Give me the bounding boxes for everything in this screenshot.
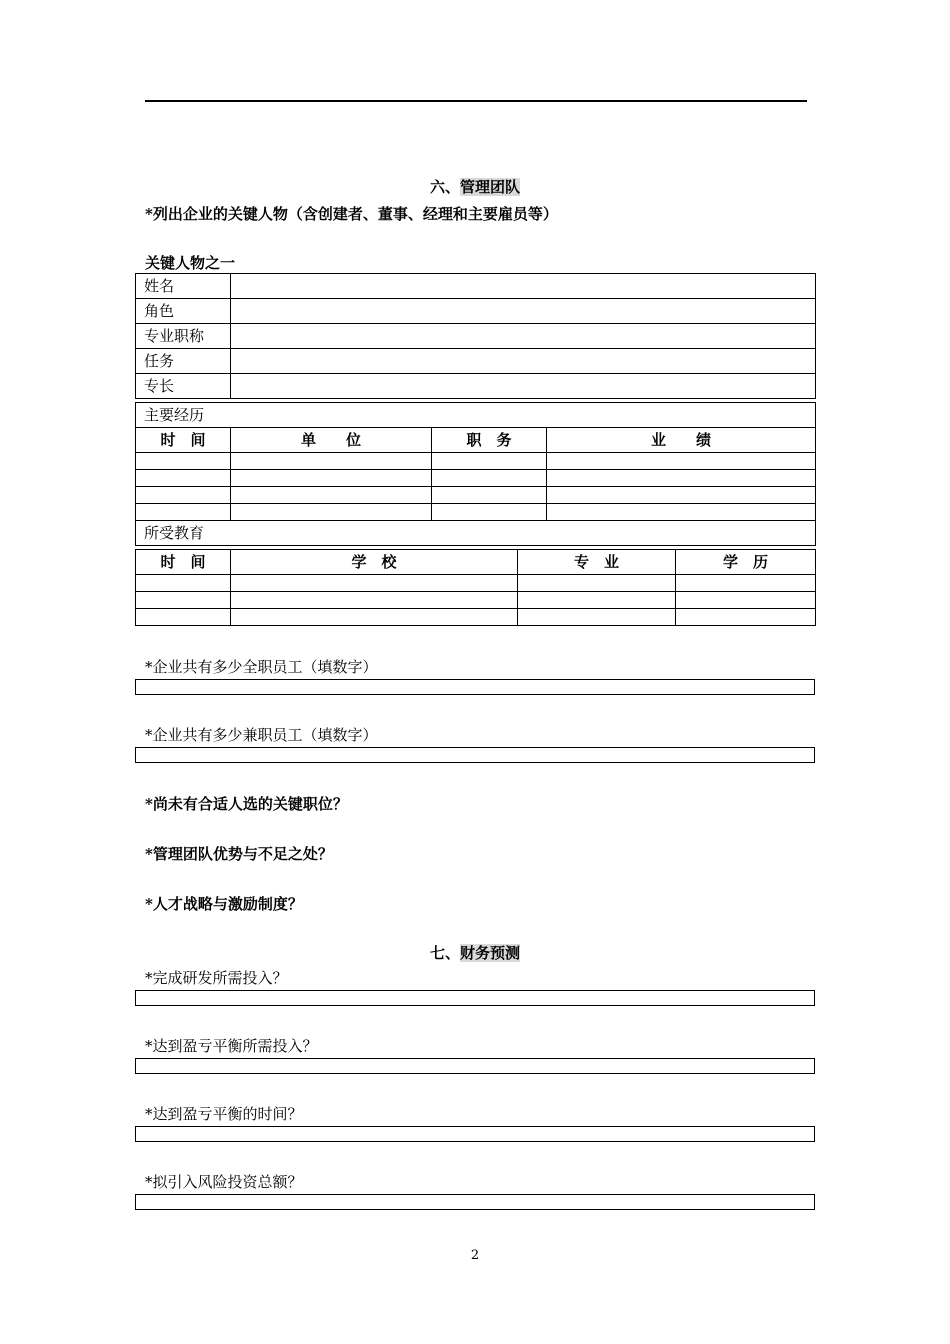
breakeven-investment-question: *达到盈亏平衡所需投入？ xyxy=(145,1037,318,1055)
fulltime-question: *企业共有多少全职员工（填数字） xyxy=(145,658,378,676)
edu-header-time: 时 间 xyxy=(136,550,231,575)
field-label-task: 任务 xyxy=(136,349,231,374)
team-strengths-question: *管理团队优势与不足之处？ xyxy=(145,845,333,863)
table-row xyxy=(136,592,816,609)
edu-header-major: 专 业 xyxy=(518,550,676,575)
section-6-heading: 六、管理团队 xyxy=(429,178,521,196)
field-input-title[interactable] xyxy=(231,324,816,349)
parttime-question: *企业共有多少兼职员工（填数字） xyxy=(145,726,378,744)
exp-header-position: 职 务 xyxy=(432,428,547,453)
breakeven-time-question: *达到盈亏平衡的时间？ xyxy=(145,1105,303,1123)
field-input-specialty[interactable] xyxy=(231,374,816,399)
table-row xyxy=(136,609,816,626)
key-person-basic-table xyxy=(135,273,816,399)
header-rule xyxy=(145,100,807,102)
edu-header-degree: 学 历 xyxy=(676,550,816,575)
talent-strategy-question: *人才战略与激励制度？ xyxy=(145,895,303,913)
section-6-title: 管理团队 xyxy=(460,178,521,196)
fulltime-answer-box[interactable] xyxy=(135,679,815,695)
page-number: 2 xyxy=(470,1248,480,1263)
education-label: 所受教育 xyxy=(136,521,816,546)
section-7-title: 财务预测 xyxy=(460,944,521,962)
field-input-name[interactable] xyxy=(231,274,816,299)
rd-investment-answer-box[interactable] xyxy=(135,990,815,1006)
edu-header-school: 学 校 xyxy=(231,550,518,575)
vc-amount-answer-box[interactable] xyxy=(135,1194,815,1210)
education-table xyxy=(135,549,816,626)
table-row xyxy=(136,487,816,504)
field-input-task[interactable] xyxy=(231,349,816,374)
exp-header-unit: 单 位 xyxy=(231,428,432,453)
vc-amount-question: *拟引入风险投资总额？ xyxy=(145,1173,303,1191)
field-input-role[interactable] xyxy=(231,299,816,324)
table-row xyxy=(136,575,816,592)
key-person-title: 关键人物之一 xyxy=(145,254,236,272)
breakeven-time-answer-box[interactable] xyxy=(135,1126,815,1142)
field-label-specialty: 专长 xyxy=(136,374,231,399)
table-row xyxy=(136,453,816,470)
exp-header-time: 时 间 xyxy=(136,428,231,453)
field-label-role: 角色 xyxy=(136,299,231,324)
field-label-name: 姓名 xyxy=(136,274,231,299)
table-row xyxy=(136,504,816,521)
rd-investment-question: *完成研发所需投入？ xyxy=(145,969,288,987)
field-label-title: 专业职称 xyxy=(136,324,231,349)
experience-table xyxy=(135,402,816,546)
experience-label: 主要经历 xyxy=(136,403,816,428)
parttime-answer-box[interactable] xyxy=(135,747,815,763)
table-row xyxy=(136,470,816,487)
exp-header-achievement: 业 绩 xyxy=(547,428,816,453)
section-7-heading: 七、财务预测 xyxy=(429,944,521,962)
breakeven-investment-answer-box[interactable] xyxy=(135,1058,815,1074)
vacant-positions-question: *尚未有合适人选的关键职位？ xyxy=(145,795,348,813)
key-people-intro: *列出企业的关键人物（含创建者、董事、经理和主要雇员等） xyxy=(145,205,558,223)
